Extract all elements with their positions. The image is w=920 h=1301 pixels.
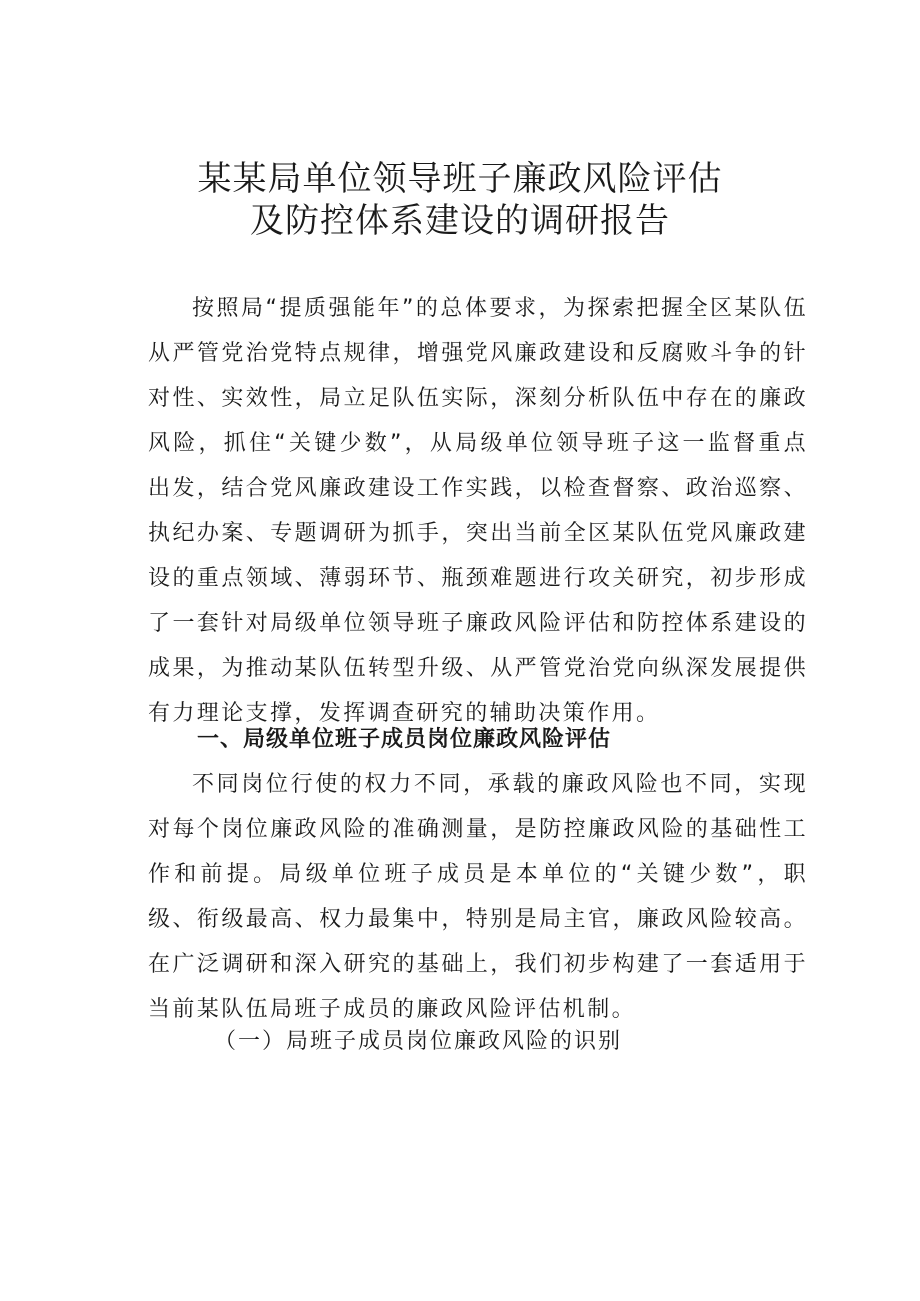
document-title-line-1: 某某局单位领导班子廉政风险评估 <box>197 159 723 199</box>
section-heading-1: 一、局级单位班子成员岗位廉政风险评估 <box>197 727 612 752</box>
subsection-heading-1: （一）局班子成员岗位廉政风险的识别 <box>214 1029 623 1054</box>
document-title-line-2: 及防控体系建设的调研报告 <box>250 201 670 241</box>
section-1-paragraph: 不同岗位行使的权力不同，承载的廉政风险也不同，实现对每个岗位廉政风险的准确测量，是防控廉政风险的基础性工作和前提。局级单位班子成员是本单位的“关键少数”，职级、衔级最高、权力最集中，特别是局主官，廉政风险较高。在广泛调研和深入研究的基础上，我们初步构建了一套适用于当前某队伍局班子成员的廉政风险评估机制。 <box>148 772 808 1022</box>
intro-paragraph: 按照局“提质强能年”的总体要求，为探索把握全区某队伍从严管党治党特点规律，增强党风廉政建设和反腐败斗争的针对性、实效性，局立足队伍实际，深刻分析队伍中存在的廉政风险，抓住“关键少数”，从局级单位领导班子这一监督重点出发，结合党风廉政建设工作实践，以检查督察、政治巡察、执纪办案、专题调研为抓手，突出当前全区某队伍党风廉政建设的重点领域、薄弱环节、瓶颈难题进行攻关研究，初步形成了一套针对局级单位领导班子廉政风险评估和防控体系建设的成果，为推动某队伍转型升级、从严管党治党向纵深发展提供有力理论支撑，发挥调查研究的辅助决策作用。 <box>148 296 808 726</box>
